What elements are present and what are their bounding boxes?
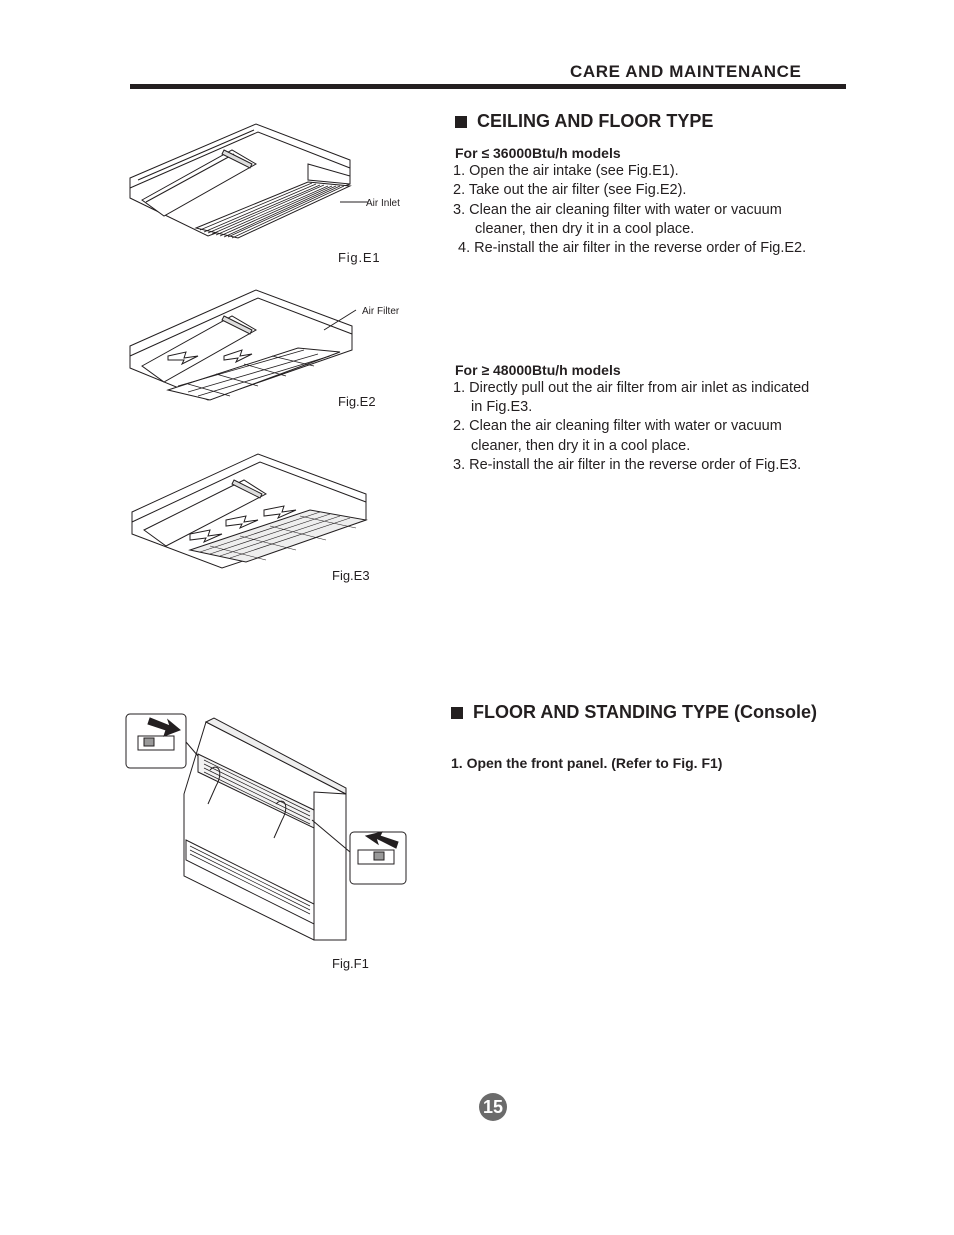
group1-step: 1. Open the air intake (see Fig.E1). [453, 163, 679, 179]
figure-e3-filter-pull-out [130, 450, 380, 572]
group1-step-continued: cleaner, then dry it in a cool place. [475, 221, 695, 237]
section-title-text: CEILING AND FLOOR TYPE [477, 111, 714, 131]
group1-subtitle: For ≤ 36000Btu/h models [455, 145, 621, 161]
figure-e1-ceiling-unit [128, 120, 408, 250]
label-air-inlet: Air Inlet [366, 198, 400, 209]
section2-step: 1. Open the front panel. (Refer to Fig. F1) [451, 755, 723, 771]
bullet-square-icon [451, 707, 463, 719]
group2-step-continued: in Fig.E3. [471, 399, 533, 415]
group1-step: 4. Re-install the air filter in the reverse order of Fig.E2. [458, 240, 807, 256]
page-header-title: CARE AND MAINTENANCE [570, 62, 802, 81]
section-title-ceiling-floor [455, 111, 713, 132]
page-number-badge: 15 [479, 1093, 507, 1121]
group2-subtitle: For ≥ 48000Btu/h models [455, 362, 621, 378]
caption-fig-e3: Fig.E3 [332, 568, 370, 583]
figure-e2-filter-removal [128, 286, 408, 410]
header-rule [130, 84, 846, 89]
caption-fig-e1: Fig.E1 [338, 250, 381, 265]
section-title-text: FLOOR AND STANDING TYPE (Console) [473, 702, 817, 722]
group1-step: 3. Clean the air cleaning filter with water or vacuum [453, 202, 782, 218]
group2-step: 2. Clean the air cleaning filter with water or vacuum [453, 418, 782, 434]
group2-step-continued: cleaner, then dry it in a cool place. [471, 438, 691, 454]
caption-fig-e2: Fig.E2 [338, 394, 376, 409]
group2-step: 3. Re-install the air filter in the reverse order of Fig.E3. [453, 457, 802, 473]
figure-f1-console-unit [124, 708, 409, 943]
bullet-square-icon [455, 116, 467, 128]
group1-step: 2. Take out the air filter (see Fig.E2). [453, 182, 687, 198]
group2-step: 1. Directly pull out the air filter from air inlet as indicated [453, 380, 810, 396]
section-title-floor-standing [451, 702, 817, 723]
caption-fig-f1: Fig.F1 [332, 956, 369, 971]
label-air-filter: Air Filter [362, 306, 400, 317]
